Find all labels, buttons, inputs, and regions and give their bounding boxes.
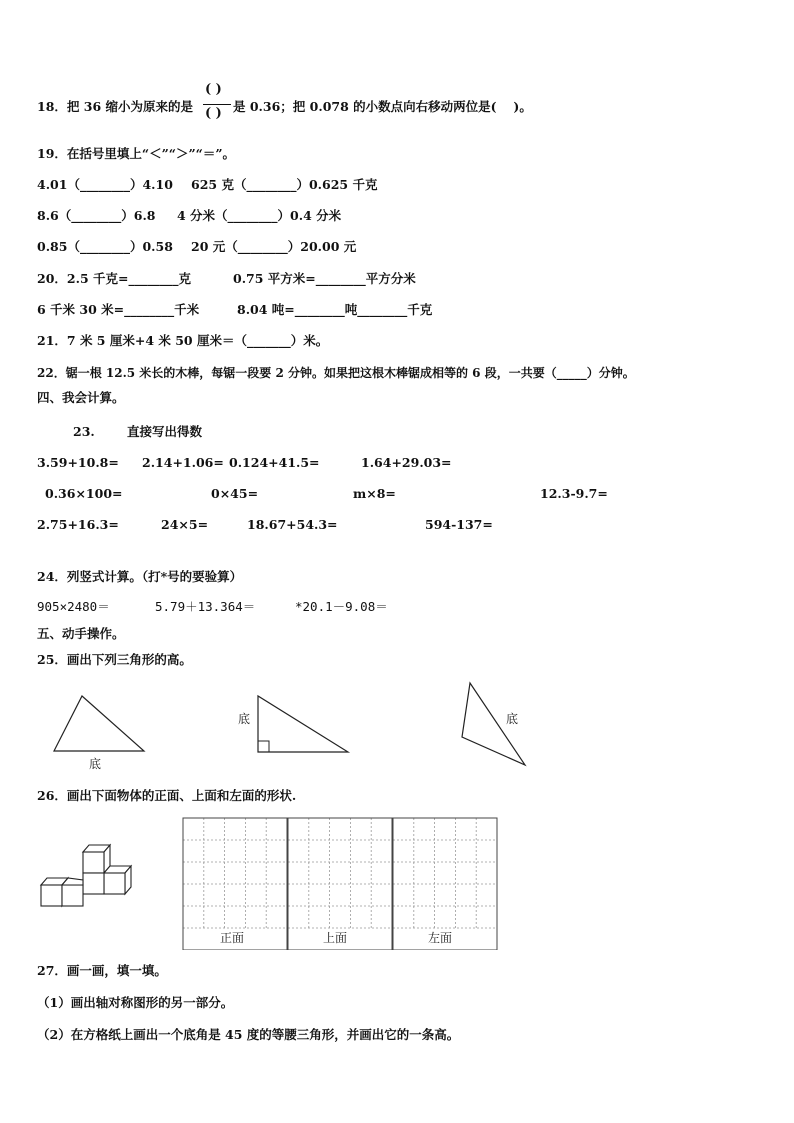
q20-row1-b: 0.75 平方米=________平方分米 bbox=[233, 271, 416, 286]
q18-part-b: 是 0.36；把 0.078 的小数点向右移动两位是( )。 bbox=[233, 99, 532, 114]
q26-title: 26．画出下面物体的正面、上面和左面的形状. bbox=[37, 788, 297, 803]
q25-title: 25．画出下列三角形的高。 bbox=[37, 652, 192, 667]
right-angle-mark bbox=[258, 741, 269, 752]
q23-r1-c2: 2.14+1.06= bbox=[142, 455, 224, 470]
q23-r2-c4: 12.3-9.7= bbox=[540, 486, 608, 501]
q27-part-2: （2）在方格纸上画出一个底角是 45 度的等腰三角形，并画出它的一条高。 bbox=[37, 1027, 460, 1042]
base-label-3: 底 bbox=[506, 712, 519, 726]
q24-expr-2: 5.79＋13.364＝ bbox=[155, 599, 256, 614]
triangle-1 bbox=[54, 696, 144, 751]
q20-row1-a: 20．2.5 千克=________克 bbox=[37, 271, 191, 286]
fraction-denominator: ( ) bbox=[205, 106, 222, 121]
base-label-1: 底 bbox=[89, 757, 102, 771]
q19-row3-b: 20 元（________）20.00 元 bbox=[191, 239, 357, 254]
base-label-2: 底 bbox=[238, 712, 251, 726]
q19-row2-b: 4 分米（________）0.4 分米 bbox=[177, 208, 342, 223]
section-4-heading: 四、我会计算。 bbox=[37, 390, 125, 405]
label-top-view: 上面 bbox=[323, 931, 348, 945]
q23-r1-c1: 3.59+10.8= bbox=[37, 455, 119, 470]
section-5-heading: 五、动手操作。 bbox=[37, 626, 125, 641]
q23-r1-c3: 0.124+41.5= bbox=[229, 455, 320, 470]
q24-title: 24．列竖式计算。（打*号的要验算） bbox=[37, 569, 243, 584]
cube-stack-figure bbox=[36, 840, 146, 920]
q23-r2-c3: m×8= bbox=[353, 486, 396, 501]
q18-part-a: 18．把 36 缩小为原来的是 bbox=[37, 99, 193, 114]
fraction-bar bbox=[203, 104, 231, 105]
q19-row3-a: 0.85（________）0.58 bbox=[37, 239, 173, 254]
q23-r3-c4: 594-137= bbox=[425, 517, 493, 532]
q23-r2-c1: 0.36×100= bbox=[45, 486, 123, 501]
q20-row2-b: 8.04 吨=________吨________千克 bbox=[237, 302, 433, 317]
q23-r3-c2: 24×5= bbox=[161, 517, 209, 532]
q19-title: 19．在括号里填上“＜”“＞”“＝”。 bbox=[37, 146, 236, 161]
fraction-numerator: ( ) bbox=[205, 82, 222, 97]
q22: 22．锯一根 12.5 米长的木棒，每锯一段要 2 分钟。如果把这根木棒锯成相等的 6 段，一共要（_____）分钟。 bbox=[37, 366, 635, 380]
label-left-view: 左面 bbox=[428, 931, 453, 945]
q23-r3-c1: 2.75+16.3= bbox=[37, 517, 119, 532]
triangle-2 bbox=[258, 696, 348, 752]
q23-number: 23. bbox=[73, 424, 95, 439]
q23-r3-c3: 18.67+54.3= bbox=[247, 517, 338, 532]
blank-fraction[interactable] bbox=[203, 82, 231, 128]
q25-triangles bbox=[0, 680, 794, 770]
q23-title: 直接写出得数 bbox=[127, 424, 203, 439]
q23-r2-c2: 0×45= bbox=[211, 486, 259, 501]
q23-r1-c4: 1.64+29.03= bbox=[361, 455, 452, 470]
q20-row2-a: 6 千米 30 米=________千米 bbox=[37, 302, 200, 317]
q19-row1-b: 625 克（________）0.625 千克 bbox=[191, 177, 378, 192]
q27-part-1: （1）画出轴对称图形的另一部分。 bbox=[37, 995, 234, 1010]
q24-expr-1: 905×2480＝ bbox=[37, 599, 110, 614]
q24-expr-3: *20.1－9.08＝ bbox=[295, 599, 388, 614]
q27-title: 27．画一画，填一填。 bbox=[37, 963, 167, 978]
q21: 21．7 米 5 厘米+4 米 50 厘米＝（_______）米。 bbox=[37, 333, 329, 348]
q19-row2-a: 8.6（________）6.8 bbox=[37, 208, 156, 223]
q19-row1-a: 4.01（________）4.10 bbox=[37, 177, 173, 192]
label-front-view: 正面 bbox=[220, 931, 245, 945]
